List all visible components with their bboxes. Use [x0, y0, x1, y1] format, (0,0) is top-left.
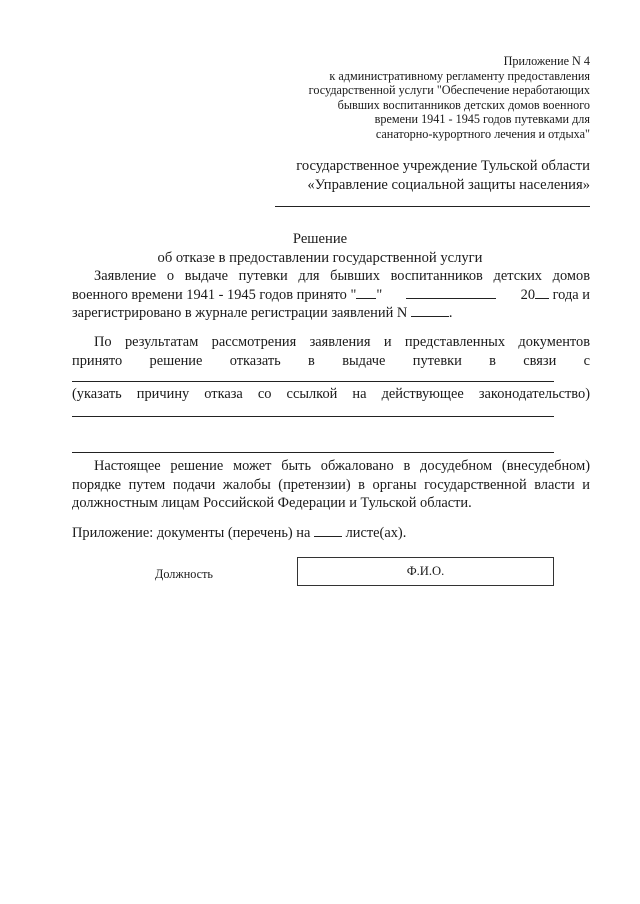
- position-label: Должность: [155, 567, 213, 581]
- reason-line-2[interactable]: [72, 416, 554, 417]
- attachment-suffix: листе(ах).: [345, 525, 407, 541]
- paragraph-line: [72, 524, 590, 543]
- sheet-count-field[interactable]: [314, 524, 342, 537]
- reason-hint: [72, 385, 590, 404]
- appendix-line: санаторно-курортного лечения и отдыха": [375, 126, 590, 141]
- paragraph-line: Настоящее решение может быть обжаловано в досудебном (внесудебном): [94, 458, 590, 474]
- organization-block: [296, 157, 590, 194]
- appeal-paragraph: [72, 457, 590, 513]
- reason-line-3[interactable]: [72, 452, 554, 453]
- paragraph-line: порядке путем подачи жалобы (претензии) в органы государственной власти и: [72, 476, 590, 493]
- decision-paragraph: [72, 333, 590, 370]
- year-suffix: года и: [552, 286, 590, 303]
- appendix-block: [309, 54, 590, 142]
- appendix-line: государственной услуги "Обеспечение неработающих: [308, 83, 590, 98]
- reason-line-1[interactable]: [72, 381, 554, 382]
- application-paragraph: [72, 267, 590, 323]
- title-subheading: об отказе в предоставлении государственной услуги: [157, 249, 483, 266]
- date-prefix: военного времени 1941 - 1945 годов принято ": [72, 286, 357, 303]
- document-title: [0, 230, 640, 267]
- registration-text: зарегистрировано в журнале регистрации заявлений N: [72, 305, 408, 322]
- appendix-line: Приложение N 4: [503, 54, 590, 68]
- paragraph-line: [72, 286, 590, 305]
- organization-line-1: государственное учреждение Тульской области: [296, 158, 590, 174]
- paragraph-line: принято решение отказать в выдаче путевки в связи с: [72, 352, 590, 369]
- attachment-paragraph: [72, 524, 590, 543]
- organization-line-2: «Управление социальной защиты населения»: [307, 176, 590, 193]
- year-prefix: 20: [520, 286, 536, 303]
- fio-box[interactable]: [297, 557, 554, 586]
- date-quote: ": [376, 286, 383, 303]
- appendix-line: к административному регламенту предоставления: [329, 68, 590, 83]
- paragraph-line: По результатам рассмотрения заявления и представленных документов: [94, 334, 590, 350]
- period: .: [448, 305, 453, 322]
- registration-number-field[interactable]: [411, 304, 449, 317]
- year-field[interactable]: [535, 286, 549, 299]
- day-field[interactable]: [356, 286, 376, 299]
- month-field[interactable]: [406, 286, 496, 299]
- appendix-line: времени 1941 - 1945 годов путевками для: [374, 112, 590, 127]
- appendix-line: бывших воспитанников детских домов военного: [337, 97, 590, 112]
- reason-hint-text: (указать причину отказа со ссылкой на действующее законодательство): [72, 386, 590, 402]
- title-heading: Решение: [292, 231, 348, 247]
- paragraph-line: Заявление о выдаче путевки для бывших воспитанников детских домов: [94, 268, 590, 284]
- organization-underline: [275, 206, 590, 207]
- paragraph-line: должностным лицам Российской Федерации и Тульской области.: [72, 495, 472, 512]
- attachment-text: Приложение: документы (перечень) на: [72, 525, 311, 541]
- fio-label: Ф.И.О.: [406, 564, 445, 578]
- paragraph-line: [72, 304, 590, 323]
